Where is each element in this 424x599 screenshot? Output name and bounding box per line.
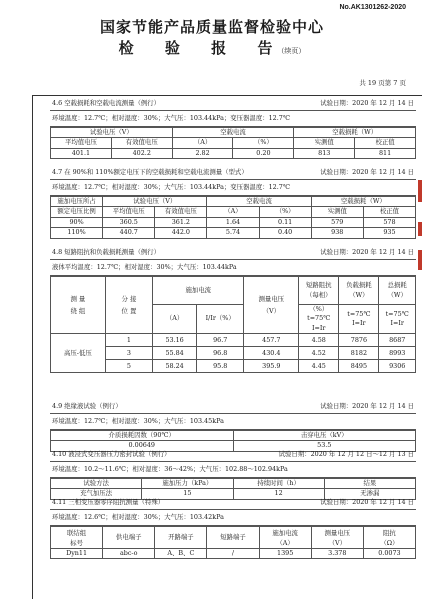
table-cell: abc-o bbox=[103, 549, 155, 559]
report-title bbox=[0, 37, 424, 58]
section-heading: 4.8 短路阻抗和负载损耗测量（例行） bbox=[52, 248, 161, 256]
section-heading: 4.6 空载损耗和空载电流测量（例行） bbox=[52, 99, 161, 107]
table-cell: 55.84 bbox=[153, 347, 197, 360]
table-header: 测量电压 （V） bbox=[244, 277, 299, 334]
table-cell: 430.4 bbox=[244, 347, 299, 360]
table-cell: 0.11 bbox=[259, 217, 311, 227]
table-cell: 110% bbox=[51, 228, 103, 238]
table-cell: 15 bbox=[142, 489, 233, 499]
table-header: I/Ir（%） bbox=[196, 305, 243, 334]
table-header: 平均值电压 bbox=[103, 207, 155, 217]
binding-seal-mark bbox=[418, 222, 422, 236]
document-number: No.AK1301262-2020 bbox=[339, 4, 406, 11]
table-header: 联结组 标号 bbox=[51, 527, 103, 549]
table-cell: 4.52 bbox=[299, 347, 339, 360]
condition-label: t=75℃ I=Ir bbox=[307, 314, 331, 332]
table-cell: 442.0 bbox=[155, 228, 207, 238]
table-header: 实测值 bbox=[311, 207, 363, 217]
table-header: 分 接 位 置 bbox=[105, 277, 152, 334]
table-header: 试验电压（V） bbox=[103, 197, 207, 207]
section-heading: 4.11 三相变压器零序阻抗测量（特殊） bbox=[52, 498, 165, 506]
table-cell: 96.7 bbox=[196, 334, 243, 347]
section-heading: 4.7 在 90%和 110%额定电压下的空载损耗和空载电流测量（型式） bbox=[52, 168, 248, 176]
table-cell: 9306 bbox=[379, 360, 416, 373]
continuation-label: （续页） bbox=[277, 47, 306, 55]
zero-sequence-impedance-table bbox=[50, 526, 416, 559]
table-cell: 8993 bbox=[379, 347, 416, 360]
table-header: 供电端子 bbox=[103, 527, 155, 549]
no-load-90-110-table bbox=[50, 196, 416, 239]
table-cell: 1395 bbox=[259, 549, 311, 559]
table-cell: A、B、C bbox=[155, 549, 207, 559]
test-conditions: 环境温度：12.7℃；相对湿度：30%；大气压：103.44kPa；变压器温度：12.7℃ bbox=[50, 111, 416, 127]
table-header: 校正值 bbox=[363, 207, 415, 217]
table-header: 空载电流 bbox=[207, 197, 311, 207]
test-conditions: 环境温度：12.6℃；相对湿度：30%；大气压：103.42kPa bbox=[50, 510, 416, 526]
table-header: 空载电流 bbox=[172, 128, 294, 138]
no-load-loss-table bbox=[50, 127, 416, 159]
table-cell: 充气加压法 bbox=[51, 489, 142, 499]
test-date: 试验日期：2020 年 12 月 14 日 bbox=[320, 402, 414, 410]
table-cell: 361.2 bbox=[155, 217, 207, 227]
table-cell: 578 bbox=[363, 217, 415, 227]
test-date: 试验日期：2020 年 12 月 14 日 bbox=[320, 168, 414, 176]
table-cell: 935 bbox=[363, 228, 415, 238]
table-header: 额定电压比例 bbox=[51, 207, 103, 217]
table-cell: 53.16 bbox=[153, 334, 197, 347]
table-cell: 3 bbox=[105, 347, 152, 360]
table-header: 施加电压所占 bbox=[51, 197, 103, 207]
table-cell: 0.40 bbox=[259, 228, 311, 238]
impedance-unit: （%） bbox=[309, 305, 329, 313]
table-header: 阻抗 （Ω） bbox=[363, 527, 415, 549]
test-date: 试验日期：2020 年 12 月 14 日 bbox=[320, 99, 414, 107]
table-cell: 8182 bbox=[339, 347, 379, 360]
table-cell: 938 bbox=[311, 228, 363, 238]
section-4-8 bbox=[50, 246, 416, 373]
table-cell: 8687 bbox=[379, 334, 416, 347]
table-cell: 90% bbox=[51, 217, 103, 227]
table-cell: 58.24 bbox=[153, 360, 197, 373]
organization-name: 国家节能产品质量监督检验中心 bbox=[99, 18, 324, 36]
table-cell: 95.8 bbox=[196, 360, 243, 373]
binding-seal-mark bbox=[418, 180, 422, 202]
table-header bbox=[299, 305, 339, 334]
table-cell: 1 bbox=[105, 334, 152, 347]
table-cell: 无渗漏 bbox=[324, 489, 415, 499]
table-cell: 4.45 bbox=[299, 360, 339, 373]
table-header: 总损耗 （W） bbox=[379, 277, 416, 305]
section-heading: 4.10 液浸式变压器压力密封试验（例行） bbox=[52, 450, 171, 458]
table-cell: 813 bbox=[294, 148, 355, 158]
table-header: （A） bbox=[207, 207, 259, 217]
section-4-9 bbox=[50, 400, 416, 452]
test-date: 试验日期：2020 年 12 月 12 日～12 月 13 日 bbox=[278, 450, 414, 458]
table-cell: 395.9 bbox=[244, 360, 299, 373]
table-cell: 7876 bbox=[339, 334, 379, 347]
table-header: 试验电压（V） bbox=[51, 128, 173, 138]
table-cell: 440.7 bbox=[103, 228, 155, 238]
table-header: 空载损耗（W） bbox=[311, 197, 415, 207]
table-cell: 96.8 bbox=[196, 347, 243, 360]
table-header: （A） bbox=[172, 138, 233, 148]
table-header: 有效值电压 bbox=[155, 207, 207, 217]
section-4-7 bbox=[50, 166, 416, 239]
test-date: 试验日期：2020 年 12 月 14 日 bbox=[320, 248, 414, 256]
table-header: 介质损耗因数（90℃） bbox=[51, 431, 234, 441]
section-4-10 bbox=[50, 448, 416, 500]
table-cell: 1.64 bbox=[207, 217, 259, 227]
table-cell: 5 bbox=[105, 360, 152, 373]
table-cell: 53.5 bbox=[233, 441, 416, 451]
table-cell: 0.00649 bbox=[51, 441, 234, 451]
table-cell: 401.1 bbox=[51, 148, 112, 158]
table-header: 校正值 bbox=[355, 138, 416, 148]
test-conditions: 环境温度：12.7℃；相对湿度：30%；大气压：103.45kPa bbox=[50, 414, 416, 430]
table-header: （%） bbox=[259, 207, 311, 217]
table-header: 测量电压 （V） bbox=[311, 527, 363, 549]
table-cell: 0.20 bbox=[233, 148, 294, 158]
table-cell: Dyn11 bbox=[51, 549, 103, 559]
binding-seal-mark bbox=[418, 250, 422, 270]
table-header: （%） bbox=[233, 138, 294, 148]
table-header: 施加电流 bbox=[153, 277, 244, 305]
report-title-text: 检 验 报 告 bbox=[118, 39, 286, 57]
test-date: 试验日期：2020 年 12 月 14 日 bbox=[320, 498, 414, 506]
table-cell: 811 bbox=[355, 148, 416, 158]
test-conditions: 液体平均温度：12.7℃；相对湿度：30%；大气压：103.44kPa bbox=[50, 260, 416, 276]
table-header: 平均值电压 bbox=[51, 138, 112, 148]
table-header: 空载损耗（W） bbox=[294, 128, 416, 138]
table-cell: / bbox=[207, 549, 259, 559]
table-header: 测 量 绕 组 bbox=[51, 277, 106, 334]
table-header: 试验方法 bbox=[51, 479, 142, 489]
short-circuit-impedance-table bbox=[50, 276, 416, 373]
table-header: 短路端子 bbox=[207, 527, 259, 549]
table-cell: 360.5 bbox=[103, 217, 155, 227]
page-info: 共 19 页第 7 页 bbox=[359, 79, 406, 87]
table-cell: 0.0073 bbox=[363, 549, 415, 559]
table-cell: 2.82 bbox=[172, 148, 233, 158]
table-header: 短路阻抗 （每相） bbox=[299, 277, 339, 305]
section-heading: 4.9 绝缘液试验（例行） bbox=[52, 402, 122, 410]
table-cell: 8495 bbox=[339, 360, 379, 373]
table-header: 结果 bbox=[324, 479, 415, 489]
table-cell: 5.74 bbox=[207, 228, 259, 238]
table-header: t=75℃ I=Ir bbox=[379, 305, 416, 334]
table-header: 有效值电压 bbox=[111, 138, 172, 148]
table-cell: 3.378 bbox=[311, 549, 363, 559]
table-cell: 579 bbox=[311, 217, 363, 227]
section-4-11 bbox=[50, 496, 416, 559]
table-header: t=75℃ I=Ir bbox=[339, 305, 379, 334]
table-header: 开路端子 bbox=[155, 527, 207, 549]
table-cell: 457.7 bbox=[244, 334, 299, 347]
table-cell: 402.2 bbox=[111, 148, 172, 158]
table-header: 施加电流 （A） bbox=[259, 527, 311, 549]
table-header: （A） bbox=[153, 305, 197, 334]
table-header: 实测值 bbox=[294, 138, 355, 148]
test-conditions: 环境温度：10.2～11.6℃；相对湿度：36～42%；大气压：102.88～102.94kPa bbox=[50, 462, 416, 478]
test-conditions: 环境温度：12.7℃；相对湿度：30%；大气压：103.44kPa；变压器温度：12.7℃ bbox=[50, 180, 416, 196]
table-cell: 高压-低压 bbox=[51, 334, 106, 373]
section-4-6 bbox=[50, 97, 416, 159]
table-header: 施加压力（kPa） bbox=[142, 479, 233, 489]
table-header: 负载损耗 （W） bbox=[339, 277, 379, 305]
table-cell: 12 bbox=[233, 489, 324, 499]
table-cell: 4.58 bbox=[299, 334, 339, 347]
table-header: 击穿电压（kV） bbox=[233, 431, 416, 441]
table-header: 持续时间（h） bbox=[233, 479, 324, 489]
